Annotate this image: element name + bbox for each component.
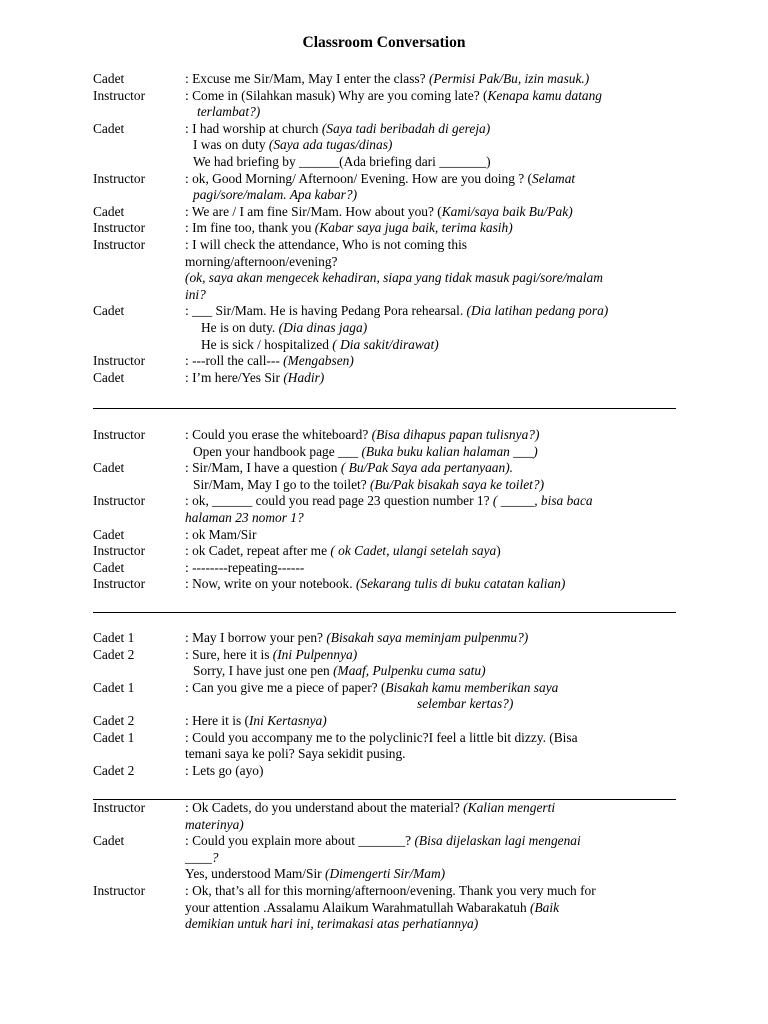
speaker: Instructor	[93, 427, 146, 442]
line-text: : Lets go (ayo)	[185, 762, 264, 778]
dialogue-line	[93, 71, 683, 88]
line-text: : I will check the attendance, Who is not coming this	[185, 236, 468, 252]
speaker: Cadet 1	[93, 630, 135, 645]
translation: (Dia dinas jaga)	[278, 319, 368, 335]
dialogue-line	[93, 730, 683, 763]
section-classroom-tasks	[93, 427, 683, 593]
line-text: : ---roll the call---	[185, 353, 284, 369]
line-text: : I had worship at church	[185, 120, 322, 136]
translation: Selamat	[532, 170, 576, 186]
translation: (Bisa dijelaskan lagi mengenai	[414, 833, 581, 849]
line-text: : ok, Good Morning/ Afternoon/ Evening. How are you doing ? (	[185, 170, 532, 186]
speaker: Cadet	[93, 833, 125, 849]
line-text: : May I borrow your pen?	[185, 630, 327, 645]
dialogue-line	[93, 353, 683, 370]
line-text: He is sick / hospitalized	[201, 336, 333, 352]
speaker: Instructor	[93, 170, 146, 186]
line-text: : Im fine too, thank you	[185, 220, 315, 236]
speaker: Instructor	[93, 576, 146, 592]
translation: (Ini Pulpennya)	[272, 646, 358, 662]
divider	[93, 612, 676, 613]
line-text: : Here it is (	[185, 712, 249, 728]
translation: (Baik	[530, 899, 560, 915]
dialogue-line	[93, 800, 683, 833]
line-text: : Come in (Silahkan masuk) Why are you coming late? (	[185, 87, 488, 103]
translation: halaman 23 nomor 1?	[185, 509, 304, 525]
dialogue-line	[93, 370, 683, 387]
page-title: Classroom Conversation	[302, 34, 466, 51]
divider	[93, 408, 676, 409]
translation: (Dia latihan pedang pora)	[466, 303, 609, 319]
line-text: I was on duty	[193, 137, 269, 153]
translation: materinya)	[185, 816, 244, 832]
line-text: morning/afternoon/evening?	[185, 253, 338, 269]
translation: ( Bu/Pak Saya ada pertanyaan).	[340, 460, 514, 476]
translation: (Maaf, Pulpenku cuma satu)	[333, 663, 486, 679]
dialogue-line	[93, 460, 683, 477]
line-text: He is on duty.	[201, 319, 279, 335]
dialogue-line	[93, 883, 683, 933]
dialogue-line	[93, 543, 683, 560]
dialogue-line	[93, 337, 683, 354]
translation: (Kabar saya juga baik, terima kasih)	[314, 220, 513, 236]
line-text: )	[496, 543, 501, 559]
dialogue-line	[93, 527, 683, 544]
translation: Ini Kertasnya)	[248, 712, 327, 728]
line-text: : ok Cadet, repeat after me	[185, 543, 331, 559]
translation: (Saya ada tugas/dinas)	[268, 137, 393, 153]
translation: (Permisi Pak/Bu, izin masuk.)	[428, 71, 590, 86]
dialogue-line	[93, 303, 683, 320]
dialogue-line	[93, 576, 683, 593]
line-text: : Can you give me a piece of paper? (	[185, 679, 386, 695]
dialogue-line	[93, 560, 683, 577]
speaker: Instructor	[93, 800, 146, 815]
line-text: : We are / I am fine Sir/Mam. How about you? (	[185, 203, 442, 219]
translation: (Mengabsen)	[283, 353, 354, 369]
line-text: : ok Mam/Sir	[185, 526, 257, 542]
dialogue-line	[93, 320, 683, 337]
translation: (Dimengerti Sir/Mam)	[325, 866, 446, 882]
line-text: Sir/Mam, May I go to the toilet?	[193, 476, 371, 492]
dialogue-line	[93, 444, 683, 461]
speaker: Cadet	[93, 303, 125, 319]
line-text: Sorry, I have just one pen	[193, 663, 334, 679]
line-text: : ___ Sir/Mam. He is having Pedang Pora rehearsal.	[185, 303, 467, 319]
line-text: : Now, write on your notebook.	[185, 576, 356, 592]
speaker: Instructor	[93, 543, 146, 559]
dialogue-line	[93, 137, 683, 154]
speaker: Cadet	[93, 460, 125, 476]
speaker: Cadet	[93, 559, 125, 575]
speaker: Cadet 2	[93, 762, 135, 778]
speaker: Instructor	[93, 493, 146, 509]
line-text: : Could you explain more about _______?	[185, 833, 415, 849]
dialogue-line	[93, 680, 683, 713]
dialogue-line	[93, 237, 683, 303]
translation: (Bu/Pak bisakah saya ke toilet?)	[370, 476, 545, 492]
line-text: We had briefing by ______(Ada briefing dari _______)	[193, 153, 491, 169]
translation: terlambat?)	[197, 104, 261, 120]
speaker: Cadet	[93, 120, 125, 136]
translation: (Hadir)	[283, 369, 325, 385]
line-text: : Sure, here it is	[185, 646, 273, 662]
line-text: : ok, ______ could you read page 23 question number 1?	[185, 493, 493, 509]
translation: (Saya tadi beribadah di gereja)	[321, 120, 491, 136]
line-text: temani saya ke poli? Saya sekidit pusing.	[185, 746, 406, 762]
speaker: Cadet 2	[93, 712, 135, 728]
line-text: : Could you erase the whiteboard?	[185, 427, 372, 442]
translation: ini?	[185, 286, 206, 302]
translation: (Bisa dihapus papan tulisnya?)	[371, 427, 540, 442]
dialogue-line	[93, 171, 683, 204]
line-text: Open your handbook page ___	[193, 443, 362, 459]
speaker: Cadet	[93, 526, 125, 542]
translation: ( Dia sakit/dirawat)	[332, 336, 439, 352]
dialogue-line	[93, 204, 683, 221]
dialogue-line	[93, 647, 683, 664]
dialogue-line	[93, 427, 683, 444]
translation: (Kalian mengerti	[463, 800, 556, 815]
speaker: Cadet	[93, 369, 125, 385]
dialogue-line	[93, 220, 683, 237]
line-text: : Ok Cadets, do you understand about the material?	[185, 800, 464, 815]
speaker: Cadet	[93, 71, 125, 86]
dialogue-line	[93, 121, 683, 138]
line-text: : I’m here/Yes Sir	[185, 369, 284, 385]
translation: pagi/sore/malam. Apa kabar?)	[193, 187, 358, 203]
speaker: Cadet	[93, 203, 125, 219]
line-text: Yes, understood Mam/Sir	[185, 866, 325, 882]
translation: ____?	[185, 849, 219, 865]
line-text: : Sir/Mam, I have a question	[185, 460, 341, 476]
translation: (Bisakah saya meminjam pulpenmu?)	[326, 630, 529, 645]
translation: Kami/saya baik Bu/Pak)	[441, 203, 573, 219]
speaker: Cadet 1	[93, 729, 135, 745]
translation: (ok, saya akan mengecek kehadiran, siapa yang tidak masuk pagi/sore/malam	[185, 270, 603, 286]
speaker: Instructor	[93, 236, 146, 252]
line-text: : Excuse me Sir/Mam, May I enter the class?	[185, 71, 429, 86]
dialogue-line	[93, 477, 683, 494]
dialogue-line	[93, 493, 683, 526]
dialogue-line	[93, 713, 683, 730]
dialogue-line	[93, 833, 683, 866]
line-text: : Ok, that’s all for this morning/afternoon/evening. Thank you very much for	[185, 882, 596, 898]
speaker: Instructor	[93, 882, 146, 898]
line-text: your attention .Assalamu Alaikum Warahmatullah Wabarakatuh	[185, 899, 531, 915]
translation: Kenapa kamu datang	[487, 87, 603, 103]
dialogue-line	[93, 866, 683, 883]
speaker: Instructor	[93, 87, 146, 103]
translation: (Buka buku kalian halaman ___)	[361, 443, 538, 459]
translation: Bisakah kamu memberikan saya	[385, 679, 559, 695]
line-text: : Could you accompany me to the polyclinic?I feel a little bit dizzy. (Bisa	[185, 729, 578, 745]
dialogue-line	[93, 154, 683, 171]
translation: demikian untuk hari ini, terimakasi atas perhatiannya)	[185, 916, 479, 932]
dialogue-line	[93, 763, 683, 780]
section-closing	[93, 800, 683, 933]
translation: (Sekarang tulis di buku catatan kalian)	[355, 576, 566, 592]
speaker: Instructor	[93, 220, 146, 236]
speaker: Cadet 2	[93, 646, 135, 662]
dialogue-line	[93, 88, 683, 121]
translation: ( ok Cadet, ulangi setelah saya	[330, 543, 497, 559]
dialogue-line	[93, 663, 683, 680]
section-cadet-dialogue	[93, 630, 683, 779]
speaker: Cadet 1	[93, 679, 135, 695]
line-text: : --------repeating------	[185, 559, 305, 575]
dialogue-line	[93, 630, 683, 647]
translation: selembar kertas?)	[417, 696, 514, 712]
section-attendance	[93, 71, 683, 386]
speaker: Instructor	[93, 353, 146, 369]
translation: ( _____, bisa baca	[492, 493, 593, 509]
